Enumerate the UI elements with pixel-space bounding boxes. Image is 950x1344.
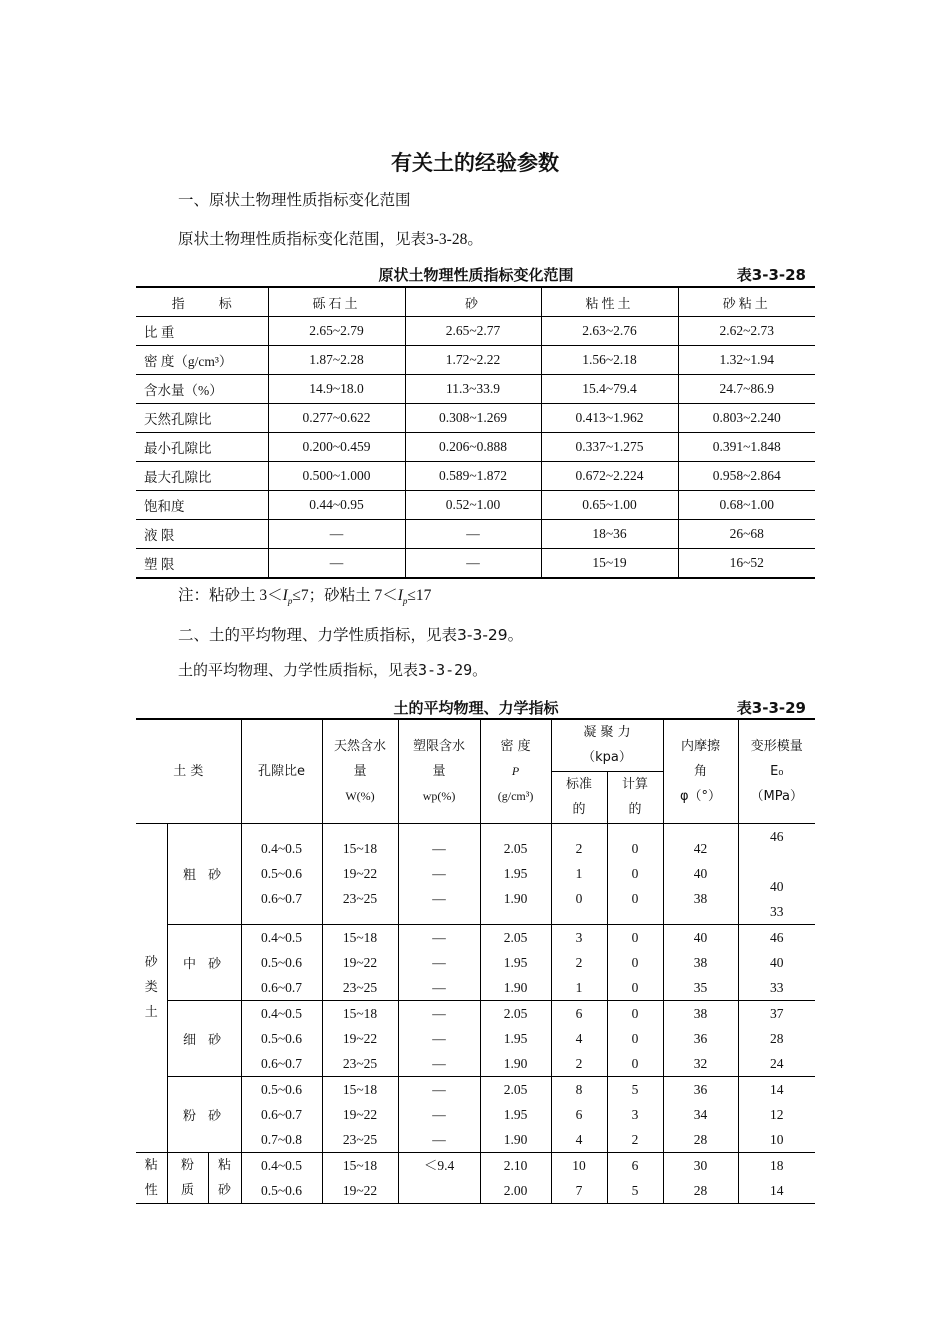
table2-header-density: 密 度 P (g/cm³) (480, 719, 551, 823)
table-cell: 5 3 2 (607, 1076, 663, 1152)
table-cell: 14.9~18.0 (268, 375, 405, 404)
table-cell: 6 4 2 (551, 1000, 607, 1076)
table2 (136, 718, 815, 1204)
table-cell: 11.3~33.9 (405, 375, 541, 404)
table-cell: 2.63~2.76 (541, 317, 678, 346)
table-row (136, 433, 815, 462)
sand-type-label: 粗 砂 (167, 823, 241, 924)
table-row (136, 1000, 815, 1076)
table-row (136, 404, 815, 433)
table-cell: 0.413~1.962 (541, 404, 678, 433)
table-row (136, 375, 815, 404)
table-cell: 0.391~1.848 (678, 433, 815, 462)
table-cell: 18~36 (541, 520, 678, 549)
table-cell: 0.500~1.000 (268, 462, 405, 491)
table-cell: 2.05 1.95 1.90 (480, 1076, 551, 1152)
table-cell: 0.277~0.622 (268, 404, 405, 433)
table-cell: 40 38 35 (663, 924, 738, 1000)
sand-type-label: 粉 砂 (167, 1076, 241, 1152)
section1-heading: 一、原状土物理性质指标变化范围 (178, 191, 411, 209)
table-cell: 15~18 19~22 23~25 (322, 823, 398, 924)
table-cell: 42 40 38 (663, 823, 738, 924)
table-cell: — — — (398, 924, 480, 1000)
table1-note: 注：粘砂土 $3<I_p\le 7$；砂粘土 $7<I_p\le 17$ (178, 587, 432, 607)
table-cell: 0 0 0 (607, 823, 663, 924)
table1-header-row (136, 287, 815, 317)
table-row (136, 317, 815, 346)
table-cell: 16~52 (678, 549, 815, 579)
table-cell: 0.958~2.864 (678, 462, 815, 491)
table-cell: 8 6 4 (551, 1076, 607, 1152)
table2-header-modulus: 变形模量 E₀ （MPa） (738, 719, 815, 823)
table-cell: 14 12 10 (738, 1076, 815, 1152)
table-cell: 0.308~1.269 (405, 404, 541, 433)
table-cell: 0.65~1.00 (541, 491, 678, 520)
clay-subtype-label: 粉 质 (167, 1152, 208, 1203)
table-cell: — — — (398, 823, 480, 924)
table-cell: 含水量（%） (136, 375, 268, 404)
group-label-clay: 粘 性 (136, 1152, 167, 1203)
table-cell: 2.05 1.95 1.90 (480, 823, 551, 924)
table-row (136, 1152, 815, 1203)
table-cell: 6 5 (607, 1152, 663, 1203)
table2-header-friction: 内摩擦 角 φ（°） (663, 719, 738, 823)
table-cell: 天然孔隙比 (136, 404, 268, 433)
table-cell: 0.589~1.872 (405, 462, 541, 491)
table-cell: 饱和度 (136, 491, 268, 520)
table2-header-plastic-limit: 塑限含水 量 wp(%) (398, 719, 480, 823)
table2-caption (136, 695, 816, 719)
table-cell: 0 0 0 (607, 1000, 663, 1076)
sand-type-label: 中 砂 (167, 924, 241, 1000)
table-cell: 2.05 1.95 1.90 (480, 924, 551, 1000)
table-cell: 15~19 (541, 549, 678, 579)
table-cell: 1.32~1.94 (678, 346, 815, 375)
table-cell: 0.4~0.5 0.5~0.6 0.6~0.7 (241, 1000, 322, 1076)
table-cell: — — — (398, 1076, 480, 1152)
table-cell: 0.4~0.5 0.5~0.6 (241, 1152, 322, 1203)
table2-number: 表3-3-29 (736, 699, 806, 717)
section1-paragraph: 原状土物理性质指标变化范围，见表3-3-28。 (178, 231, 483, 248)
table-cell: 15~18 19~22 23~25 (322, 924, 398, 1000)
table-cell: — — — (398, 1000, 480, 1076)
table-cell: 3 2 1 (551, 924, 607, 1000)
table-cell: 0.68~1.00 (678, 491, 815, 520)
table2-header-cohesion-std: 标准 的 (551, 771, 607, 823)
clay-subtype-label: 粘 砂 (208, 1152, 241, 1203)
table-cell: 38 36 32 (663, 1000, 738, 1076)
table-cell: 0.206~0.888 (405, 433, 541, 462)
page-title: 有关土的经验参数 (391, 151, 559, 175)
table-cell: 0.803~2.240 (678, 404, 815, 433)
table-cell: 37 28 24 (738, 1000, 815, 1076)
table-cell: 2.65~2.79 (268, 317, 405, 346)
table-row (136, 549, 815, 579)
table-cell: 2 1 0 (551, 823, 607, 924)
table-cell: 0.5~0.6 0.6~0.7 0.7~0.8 (241, 1076, 322, 1152)
table-cell: 26~68 (678, 520, 815, 549)
table-row (136, 346, 815, 375)
table-cell: 2.65~2.77 (405, 317, 541, 346)
table-cell: 最大孔隙比 (136, 462, 268, 491)
table-cell: 2.10 2.00 (480, 1152, 551, 1203)
table-cell: 比 重 (136, 317, 268, 346)
table-cell: 1.87~2.28 (268, 346, 405, 375)
table-cell: — (268, 520, 405, 549)
sand-type-label: 细 砂 (167, 1000, 241, 1076)
table1-header: 粘性土 (541, 287, 678, 317)
table-row (136, 462, 815, 491)
table-cell: 46 40 33 (738, 823, 815, 924)
table-cell: 15.4~79.4 (541, 375, 678, 404)
table-cell: 0.52~1.00 (405, 491, 541, 520)
table-row (136, 924, 815, 1000)
table-cell: 2.05 1.95 1.90 (480, 1000, 551, 1076)
table-cell: 30 28 (663, 1152, 738, 1203)
table2-header-cohesion-calc: 计算 的 (607, 771, 663, 823)
table-row (136, 491, 815, 520)
table-cell: 15~18 19~22 (322, 1152, 398, 1203)
section2-paragraph: 土的平均物理、力学性质指标，见表3-3-29。 (178, 661, 488, 679)
table-cell: — (405, 549, 541, 579)
table-cell: 0.4~0.5 0.5~0.6 0.6~0.7 (241, 823, 322, 924)
table-cell: 24.7~86.9 (678, 375, 815, 404)
table1-number: 表3-3-28 (736, 266, 806, 284)
table2-title: 土的平均物理、力学指标 (393, 699, 559, 717)
table-cell: 1.72~2.22 (405, 346, 541, 375)
table-cell: 密 度（g/cm³） (136, 346, 268, 375)
table1-header: 砂粘土 (678, 287, 815, 317)
table-cell: 1.56~2.18 (541, 346, 678, 375)
table1-header: 指 标 (136, 287, 268, 317)
table-cell: 最小孔隙比 (136, 433, 268, 462)
table-cell: 2.62~2.73 (678, 317, 815, 346)
table1-header: 砾石土 (268, 287, 405, 317)
table2-header-water-content: 天然含水 量 W(%) (322, 719, 398, 823)
group-label-sand: 砂 类 土 (136, 823, 167, 1152)
table2-header-row (136, 719, 815, 771)
table-cell: 15~18 19~22 23~25 (322, 1000, 398, 1076)
table-cell: 0.337~1.275 (541, 433, 678, 462)
table-cell: 46 40 33 (738, 924, 815, 1000)
table2-header-void-ratio: 孔隙比e (241, 719, 322, 823)
table-cell: — (405, 520, 541, 549)
table2-header-soil-type: 土 类 (136, 719, 241, 823)
table-cell: ＜9.4 (398, 1152, 480, 1203)
table-row (136, 520, 815, 549)
table-cell: 10 7 (551, 1152, 607, 1203)
table1 (136, 286, 815, 579)
table2-header-cohesion: 凝 聚 力 （kpa） (551, 719, 663, 771)
table-cell: 0 0 0 (607, 924, 663, 1000)
table1-title: 原状土物理性质指标变化范围 (378, 266, 574, 284)
table-cell: 36 34 28 (663, 1076, 738, 1152)
table-cell: 0.200~0.459 (268, 433, 405, 462)
table1-caption (136, 262, 816, 286)
table-cell: 18 14 (738, 1152, 815, 1203)
section2-heading: 二、土的平均物理、力学性质指标，见表3-3-29。 (178, 626, 524, 644)
table-row (136, 823, 815, 924)
table-row (136, 1076, 815, 1152)
table-cell: 0.672~2.224 (541, 462, 678, 491)
table-cell: 液 限 (136, 520, 268, 549)
table-cell: 塑 限 (136, 549, 268, 579)
table-cell: 0.44~0.95 (268, 491, 405, 520)
table-cell: 0.4~0.5 0.5~0.6 0.6~0.7 (241, 924, 322, 1000)
table1-header: 砂 (405, 287, 541, 317)
table-cell: 15~18 19~22 23~25 (322, 1076, 398, 1152)
table-cell: — (268, 549, 405, 579)
